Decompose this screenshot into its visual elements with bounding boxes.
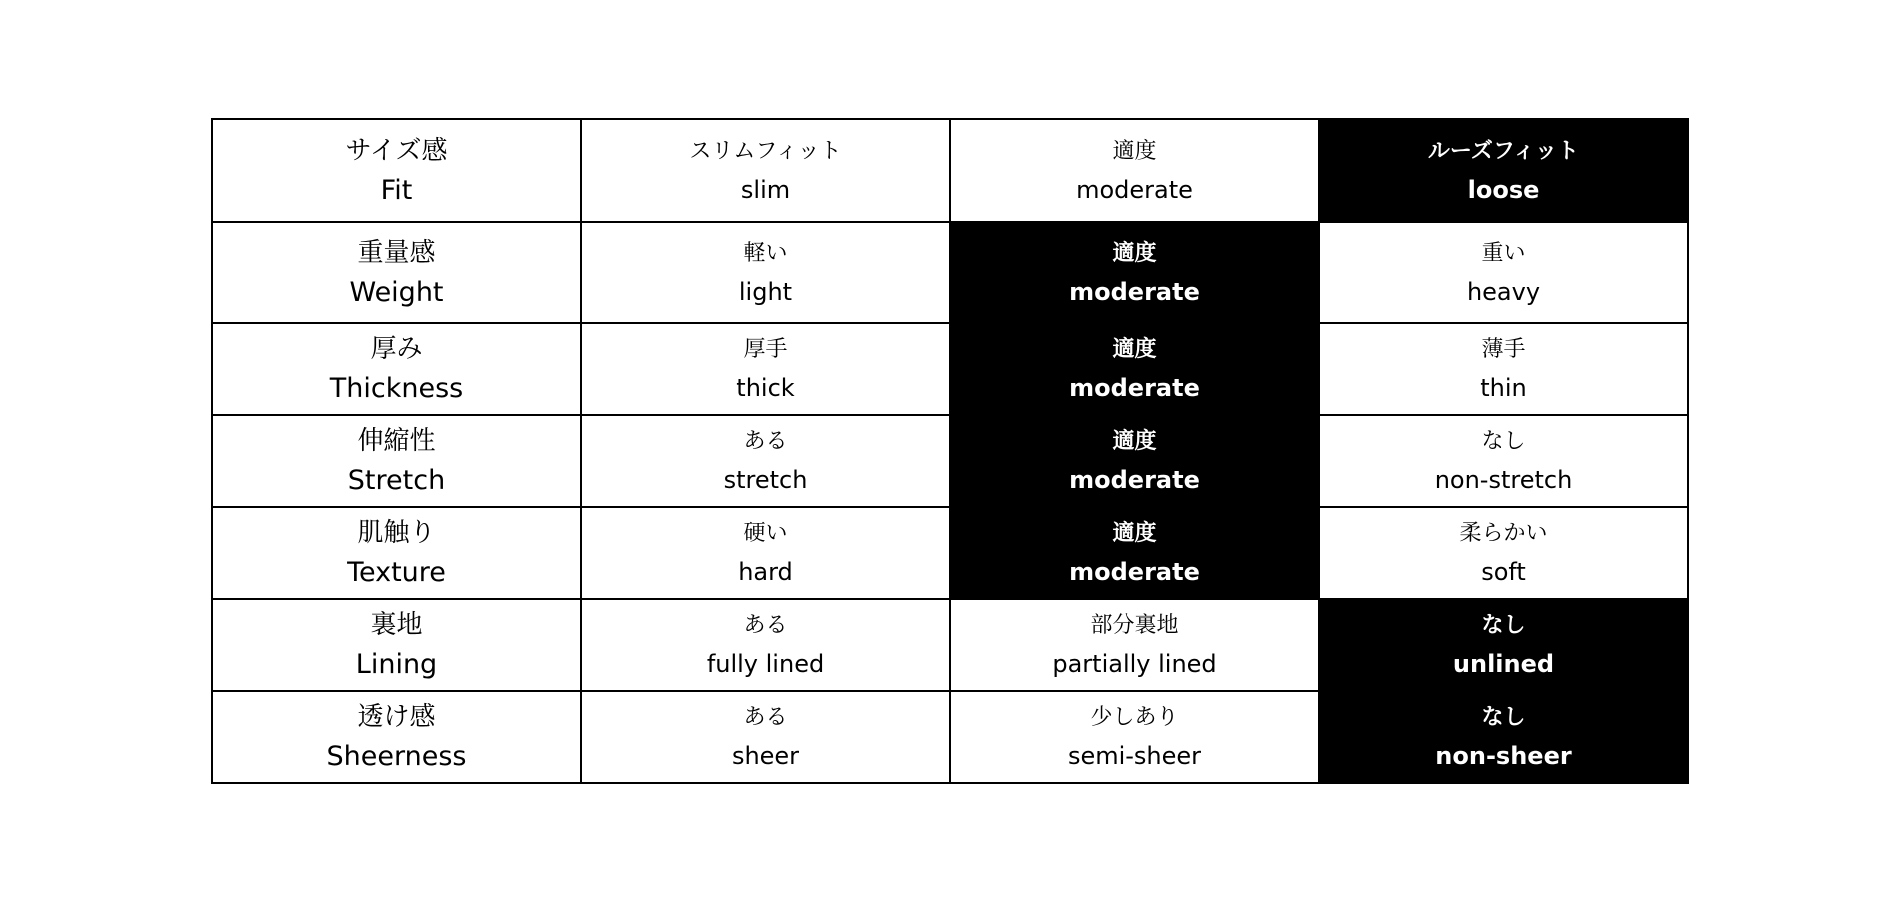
option-cell [581, 119, 950, 222]
table-row-sheerness [212, 691, 1688, 783]
option-cell [1319, 507, 1688, 599]
option-label-en: thin [1480, 374, 1527, 402]
option-label-ja: ある [743, 705, 788, 730]
option-label-ja: 厚手 [743, 337, 788, 362]
table-row-lining [212, 599, 1688, 691]
table-row-thickness [212, 323, 1688, 415]
option-cell [581, 222, 950, 323]
row-header-en: Lining [355, 649, 438, 680]
row-header-en: Thickness [329, 373, 464, 404]
option-cell-selected [950, 222, 1319, 323]
option-label-en: moderate [1069, 558, 1200, 586]
row-header-ja: 裏地 [370, 610, 423, 640]
option-label-ja: 適度 [1112, 429, 1157, 454]
option-cell [581, 691, 950, 783]
option-label-en: stretch [723, 466, 808, 494]
option-cell [950, 599, 1319, 691]
option-label-ja: なし [1481, 705, 1526, 730]
table-row-fit [212, 119, 1688, 222]
option-cell [950, 119, 1319, 222]
option-cell-selected [1319, 599, 1688, 691]
option-cell [950, 691, 1319, 783]
option-label-ja: 適度 [1112, 521, 1157, 546]
option-label-en: partially lined [1052, 650, 1217, 678]
table-row-weight [212, 222, 1688, 323]
row-header-cell [212, 507, 581, 599]
option-label-ja: スリムフィット [689, 138, 842, 164]
row-header-cell [212, 222, 581, 323]
table-row-texture [212, 507, 1688, 599]
option-cell-selected [950, 415, 1319, 507]
row-header-ja: 肌触り [357, 518, 436, 548]
row-header-cell [212, 119, 581, 222]
option-cell [581, 323, 950, 415]
option-label-en: semi-sheer [1067, 742, 1202, 770]
option-label-ja: 硬い [743, 521, 788, 546]
option-label-ja: 適度 [1112, 337, 1157, 362]
option-label-ja: ルーズフィット [1427, 138, 1580, 164]
option-cell-selected [1319, 691, 1688, 783]
option-cell-selected [950, 323, 1319, 415]
option-label-en: heavy [1466, 277, 1541, 306]
option-label-ja: ある [743, 429, 788, 454]
option-label-ja: 重い [1481, 240, 1526, 266]
option-label-ja: 適度 [1112, 138, 1157, 164]
option-label-en: unlined [1452, 650, 1555, 678]
row-header-en: Sheerness [326, 741, 467, 772]
row-header-ja: 伸縮性 [357, 426, 436, 456]
option-label-ja: 部分裏地 [1090, 613, 1179, 638]
row-header-en: Texture [347, 557, 446, 588]
option-cell [1319, 415, 1688, 507]
row-header-ja: 厚み [370, 334, 423, 364]
row-header-ja: 透け感 [357, 702, 436, 732]
row-header-cell [212, 599, 581, 691]
row-header-cell [212, 415, 581, 507]
option-label-en: soft [1481, 558, 1526, 586]
option-label-ja: 少しあり [1090, 705, 1179, 730]
option-label-en: light [738, 277, 793, 306]
row-header-ja: サイズ感 [345, 135, 448, 166]
row-header-cell [212, 691, 581, 783]
option-label-en: moderate [1069, 277, 1200, 306]
option-label-ja: 適度 [1112, 240, 1157, 266]
option-label-en: moderate [1069, 374, 1200, 402]
option-label-en: hard [738, 558, 793, 586]
option-label-en: loose [1467, 175, 1540, 204]
option-label-en: moderate [1069, 466, 1200, 494]
option-cell [581, 599, 950, 691]
option-cell [1319, 323, 1688, 415]
option-label-en: thick [736, 374, 795, 402]
option-label-ja: 軽い [743, 240, 788, 266]
option-cell [1319, 222, 1688, 323]
option-cell [581, 507, 950, 599]
option-label-en: non-stretch [1434, 466, 1573, 494]
row-header-ja: 重量感 [357, 237, 436, 268]
attribute-table [211, 118, 1689, 784]
option-label-en: non-sheer [1435, 742, 1572, 770]
option-label-ja: なし [1481, 613, 1526, 638]
row-header-en: Weight [349, 276, 444, 308]
option-label-en: fully lined [706, 650, 825, 678]
option-label-ja: 柔らかい [1459, 521, 1548, 546]
row-header-en: Stretch [347, 465, 446, 496]
option-label-en: sheer [731, 742, 800, 770]
row-header-en: Fit [380, 174, 413, 206]
option-cell [581, 415, 950, 507]
option-label-ja: 薄手 [1481, 337, 1526, 362]
row-header-cell [212, 323, 581, 415]
table-row-stretch [212, 415, 1688, 507]
option-cell-selected [950, 507, 1319, 599]
option-label-ja: なし [1481, 429, 1526, 454]
option-label-en: slim [740, 175, 791, 204]
option-label-ja: ある [743, 613, 788, 638]
option-label-en: moderate [1076, 175, 1193, 204]
option-cell-selected [1319, 119, 1688, 222]
